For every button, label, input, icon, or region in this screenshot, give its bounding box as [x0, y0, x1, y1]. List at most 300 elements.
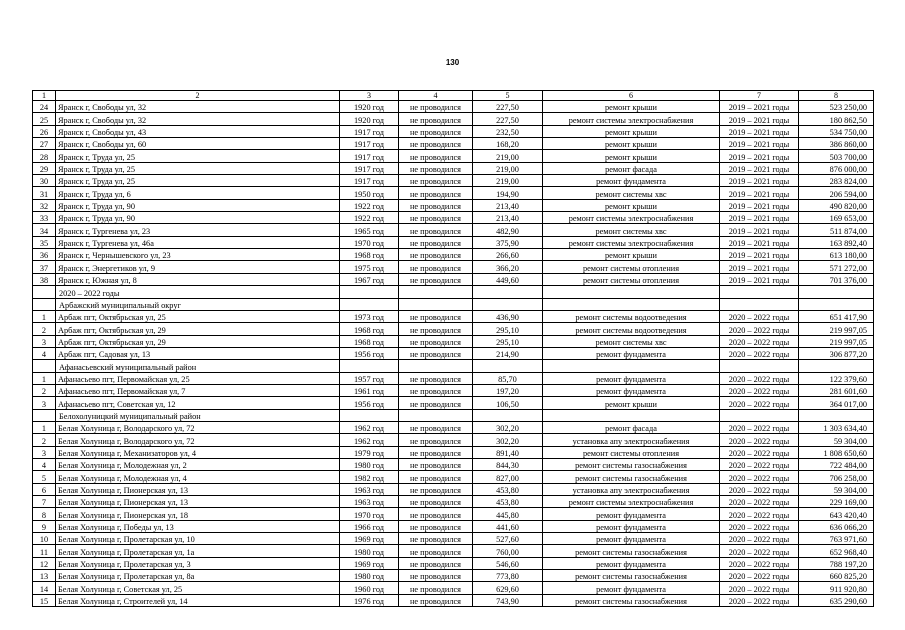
row-number: 38 — [33, 273, 56, 285]
cost-cell: 1 303 634,40 — [799, 421, 874, 433]
group-row — [33, 360, 874, 372]
work-type-cell: ремонт фундамента — [543, 372, 720, 384]
status-cell: не проводился — [399, 372, 473, 384]
status-cell: не проводился — [399, 347, 473, 359]
cost-cell: 163 892,40 — [799, 236, 874, 248]
year-cell: 1950 год — [340, 187, 399, 199]
period-cell: 2020 – 2022 годы — [720, 582, 799, 594]
work-type-cell: установка апу электроснабжения — [543, 434, 720, 446]
area-cell: 295,10 — [473, 323, 543, 335]
area-cell: 441,60 — [473, 520, 543, 532]
area-cell: 891,40 — [473, 446, 543, 458]
period-cell: 2020 – 2022 годы — [720, 384, 799, 396]
row-number: 32 — [33, 199, 56, 211]
year-cell: 1956 год — [340, 397, 399, 409]
cost-cell: 503 700,00 — [799, 150, 874, 162]
table-row — [33, 323, 874, 335]
address-cell: Яранск г, Тургенева ул, 23 — [56, 224, 340, 236]
period-cell: 2019 – 2021 годы — [720, 261, 799, 273]
empty-cell — [33, 360, 56, 372]
period-cell: 2019 – 2021 годы — [720, 101, 799, 113]
address-cell: Белая Холуница г, Пролетарская ул, 10 — [56, 533, 340, 545]
row-number: 7 — [33, 496, 56, 508]
cost-cell: 635 290,60 — [799, 594, 874, 606]
year-cell: 1968 год — [340, 323, 399, 335]
year-cell: 1973 год — [340, 310, 399, 322]
period-cell: 2019 – 2021 годы — [720, 212, 799, 224]
area-cell: 213,40 — [473, 199, 543, 211]
period-cell: 2020 – 2022 годы — [720, 496, 799, 508]
period-cell: 2020 – 2022 годы — [720, 458, 799, 470]
work-type-cell: ремонт фундамента — [543, 582, 720, 594]
year-cell: 1960 год — [340, 582, 399, 594]
period-cell: 2019 – 2021 годы — [720, 125, 799, 137]
status-cell: не проводился — [399, 533, 473, 545]
status-cell: не проводился — [399, 446, 473, 458]
row-number: 27 — [33, 138, 56, 150]
address-cell: Яранск г, Свободы ул, 60 — [56, 138, 340, 150]
group-label: Арбажский муниципальный округ — [56, 298, 340, 310]
address-cell: Яранск г, Труда ул, 6 — [56, 187, 340, 199]
row-number: 24 — [33, 101, 56, 113]
period-cell: 2020 – 2022 годы — [720, 434, 799, 446]
year-cell: 1963 год — [340, 496, 399, 508]
table-row — [33, 397, 874, 409]
year-cell: 1917 год — [340, 138, 399, 150]
year-cell: 1920 год — [340, 113, 399, 125]
work-type-cell: ремонт системы отопления — [543, 273, 720, 285]
empty-cell — [473, 409, 543, 421]
status-cell: не проводился — [399, 138, 473, 150]
row-number: 8 — [33, 508, 56, 520]
area-cell: 760,00 — [473, 545, 543, 557]
address-cell: Яранск г, Свободы ул, 32 — [56, 101, 340, 113]
work-type-cell: ремонт системы электроснабжения — [543, 236, 720, 248]
table-row — [33, 101, 874, 113]
cost-cell: 59 304,00 — [799, 483, 874, 495]
area-cell: 197,20 — [473, 384, 543, 396]
group-label: Афанасьевский муниципальный район — [56, 360, 340, 372]
year-cell: 1970 год — [340, 508, 399, 520]
area-cell: 106,50 — [473, 397, 543, 409]
work-type-cell: ремонт фундамента — [543, 508, 720, 520]
area-cell: 453,80 — [473, 496, 543, 508]
empty-cell — [473, 360, 543, 372]
table-row — [33, 533, 874, 545]
table-row — [33, 594, 874, 606]
empty-cell — [340, 409, 399, 421]
column-header: 4 — [399, 91, 473, 101]
area-cell: 449,60 — [473, 273, 543, 285]
column-header: 3 — [340, 91, 399, 101]
work-type-cell: ремонт фундамента — [543, 520, 720, 532]
address-cell: Белая Холуница г, Механизаторов ул, 4 — [56, 446, 340, 458]
address-cell: Белая Холуница г, Пролетарская ул, 1а — [56, 545, 340, 557]
work-type-cell: ремонт системы отопления — [543, 446, 720, 458]
address-cell: Белая Холуница г, Пролетарская ул, 8а — [56, 570, 340, 582]
period-cell: 2020 – 2022 годы — [720, 594, 799, 606]
area-cell: 375,90 — [473, 236, 543, 248]
cost-cell: 534 750,00 — [799, 125, 874, 137]
work-type-cell: ремонт системы водоотведения — [543, 323, 720, 335]
year-cell: 1968 год — [340, 249, 399, 261]
cost-cell: 651 417,90 — [799, 310, 874, 322]
work-type-cell: ремонт системы хвс — [543, 224, 720, 236]
row-number: 29 — [33, 162, 56, 174]
work-type-cell: ремонт системы электроснабжения — [543, 113, 720, 125]
year-cell: 1920 год — [340, 101, 399, 113]
table-row — [33, 421, 874, 433]
table-row — [33, 458, 874, 470]
empty-cell — [399, 409, 473, 421]
status-cell: не проводился — [399, 249, 473, 261]
address-cell: Белая Холуница г, Строителей ул, 14 — [56, 594, 340, 606]
cost-cell: 169 653,00 — [799, 212, 874, 224]
table-row — [33, 261, 874, 273]
period-cell: 2019 – 2021 годы — [720, 224, 799, 236]
column-header-row — [33, 91, 874, 101]
group-label: Белохолуницкий муниципальный район — [56, 409, 340, 421]
year-cell: 1961 год — [340, 384, 399, 396]
table-row — [33, 199, 874, 211]
row-number: 13 — [33, 570, 56, 582]
year-cell: 1980 год — [340, 458, 399, 470]
cost-cell: 1 808 650,60 — [799, 446, 874, 458]
status-cell: не проводился — [399, 557, 473, 569]
status-cell: не проводился — [399, 458, 473, 470]
row-number: 31 — [33, 187, 56, 199]
status-cell: не проводился — [399, 273, 473, 285]
work-type-cell: ремонт крыши — [543, 125, 720, 137]
column-header: 5 — [473, 91, 543, 101]
group-row — [33, 409, 874, 421]
table-row — [33, 273, 874, 285]
address-cell: Белая Холуница г, Молодежная ул, 4 — [56, 471, 340, 483]
row-number: 11 — [33, 545, 56, 557]
row-number: 2 — [33, 434, 56, 446]
table-row — [33, 212, 874, 224]
year-cell: 1969 год — [340, 533, 399, 545]
address-cell: Яранск г, Свободы ул, 43 — [56, 125, 340, 137]
cost-cell: 283 824,00 — [799, 175, 874, 187]
period-cell: 2019 – 2021 годы — [720, 249, 799, 261]
area-cell: 295,10 — [473, 335, 543, 347]
status-cell: не проводился — [399, 582, 473, 594]
area-cell: 214,90 — [473, 347, 543, 359]
row-number: 1 — [33, 310, 56, 322]
table-row — [33, 471, 874, 483]
row-number: 36 — [33, 249, 56, 261]
empty-cell — [543, 298, 720, 310]
row-number: 5 — [33, 471, 56, 483]
area-cell: 219,00 — [473, 150, 543, 162]
row-number: 3 — [33, 446, 56, 458]
status-cell: не проводился — [399, 471, 473, 483]
cost-cell: 660 825,20 — [799, 570, 874, 582]
empty-cell — [720, 360, 799, 372]
period-cell: 2020 – 2022 годы — [720, 372, 799, 384]
status-cell: не проводился — [399, 508, 473, 520]
address-cell: Яранск г, Тургенева ул, 46а — [56, 236, 340, 248]
area-cell: 219,00 — [473, 175, 543, 187]
empty-cell — [720, 298, 799, 310]
status-cell: не проводился — [399, 397, 473, 409]
table-row — [33, 150, 874, 162]
work-type-cell: ремонт системы газоснабжения — [543, 458, 720, 470]
work-type-cell: ремонт крыши — [543, 199, 720, 211]
cost-cell: 490 820,00 — [799, 199, 874, 211]
cost-cell: 636 066,20 — [799, 520, 874, 532]
period-cell: 2019 – 2021 годы — [720, 113, 799, 125]
row-number: 14 — [33, 582, 56, 594]
column-header: 8 — [799, 91, 874, 101]
empty-cell — [799, 298, 874, 310]
page-number: 130 — [445, 58, 460, 67]
status-cell: не проводился — [399, 162, 473, 174]
table-row — [33, 113, 874, 125]
cost-cell: 763 971,60 — [799, 533, 874, 545]
cost-cell: 523 250,00 — [799, 101, 874, 113]
table-row — [33, 125, 874, 137]
period-cell: 2020 – 2022 годы — [720, 557, 799, 569]
year-cell: 1922 год — [340, 212, 399, 224]
empty-cell — [399, 360, 473, 372]
table-row — [33, 138, 874, 150]
empty-cell — [543, 409, 720, 421]
address-cell: Яранск г, Южная ул, 8 — [56, 273, 340, 285]
empty-cell — [340, 360, 399, 372]
empty-cell — [799, 409, 874, 421]
table-row — [33, 545, 874, 557]
address-cell: Афанасьево пгт, Советская ул, 12 — [56, 397, 340, 409]
year-cell: 1975 год — [340, 261, 399, 273]
work-type-cell: ремонт крыши — [543, 249, 720, 261]
cost-cell: 122 379,60 — [799, 372, 874, 384]
cost-cell: 788 197,20 — [799, 557, 874, 569]
area-cell: 366,20 — [473, 261, 543, 273]
row-number: 30 — [33, 175, 56, 187]
area-cell: 453,80 — [473, 483, 543, 495]
table-row — [33, 582, 874, 594]
period-cell: 2020 – 2022 годы — [720, 421, 799, 433]
status-cell: не проводился — [399, 545, 473, 557]
work-type-cell: ремонт крыши — [543, 397, 720, 409]
period-cell: 2019 – 2021 годы — [720, 162, 799, 174]
year-cell: 1917 год — [340, 162, 399, 174]
status-cell: не проводился — [399, 421, 473, 433]
column-header: 1 — [33, 91, 56, 101]
cost-cell: 571 272,00 — [799, 261, 874, 273]
table-row — [33, 310, 874, 322]
cost-cell: 701 376,00 — [799, 273, 874, 285]
year-cell: 1957 год — [340, 372, 399, 384]
area-cell: 227,50 — [473, 113, 543, 125]
work-type-cell: ремонт системы газоснабжения — [543, 471, 720, 483]
year-cell: 1979 год — [340, 446, 399, 458]
area-cell: 194,90 — [473, 187, 543, 199]
row-number: 6 — [33, 483, 56, 495]
cost-cell: 706 258,00 — [799, 471, 874, 483]
address-cell: Арбаж пгт, Октябрьская ул, 25 — [56, 310, 340, 322]
year-cell: 1962 год — [340, 434, 399, 446]
status-cell: не проводился — [399, 520, 473, 532]
table-row — [33, 384, 874, 396]
status-cell: не проводился — [399, 125, 473, 137]
column-header: 2 — [56, 91, 340, 101]
status-cell: не проводился — [399, 175, 473, 187]
row-number: 37 — [33, 261, 56, 273]
period-cell: 2019 – 2021 годы — [720, 199, 799, 211]
work-type-cell: ремонт фундамента — [543, 557, 720, 569]
status-cell: не проводился — [399, 236, 473, 248]
year-cell: 1917 год — [340, 175, 399, 187]
empty-cell — [543, 360, 720, 372]
empty-cell — [33, 409, 56, 421]
row-number: 4 — [33, 347, 56, 359]
work-type-cell: ремонт системы электроснабжения — [543, 496, 720, 508]
area-cell: 213,40 — [473, 212, 543, 224]
cost-cell: 219 997,05 — [799, 323, 874, 335]
cost-cell: 364 017,00 — [799, 397, 874, 409]
work-type-cell: ремонт крыши — [543, 101, 720, 113]
work-type-cell: ремонт системы электроснабжения — [543, 212, 720, 224]
status-cell: не проводился — [399, 384, 473, 396]
work-type-cell: ремонт системы отопления — [543, 261, 720, 273]
work-type-cell: ремонт крыши — [543, 150, 720, 162]
row-number: 26 — [33, 125, 56, 137]
empty-cell — [799, 360, 874, 372]
table-row — [33, 557, 874, 569]
area-cell: 482,90 — [473, 224, 543, 236]
housing-repair-table — [32, 90, 874, 607]
area-cell: 227,50 — [473, 101, 543, 113]
work-type-cell: ремонт системы газоснабжения — [543, 545, 720, 557]
status-cell: не проводился — [399, 570, 473, 582]
table-row — [33, 162, 874, 174]
table-row — [33, 483, 874, 495]
work-type-cell: установка апу электроснабжения — [543, 483, 720, 495]
address-cell: Белая Холуница г, Советская ул, 25 — [56, 582, 340, 594]
area-cell: 436,90 — [473, 310, 543, 322]
empty-cell — [340, 286, 399, 298]
cost-cell: 876 000,00 — [799, 162, 874, 174]
table-row — [33, 434, 874, 446]
work-type-cell: ремонт системы хвс — [543, 187, 720, 199]
table-row — [33, 335, 874, 347]
period-cell: 2019 – 2021 годы — [720, 273, 799, 285]
empty-cell — [799, 286, 874, 298]
row-number: 4 — [33, 458, 56, 470]
address-cell: Белая Холуница г, Володарского ул, 72 — [56, 421, 340, 433]
empty-cell — [543, 286, 720, 298]
area-cell: 219,00 — [473, 162, 543, 174]
address-cell: Яранск г, Энергетиков ул, 9 — [56, 261, 340, 273]
address-cell: Белая Холуница г, Пионерская ул, 18 — [56, 508, 340, 520]
area-cell: 168,20 — [473, 138, 543, 150]
area-cell: 302,20 — [473, 421, 543, 433]
address-cell: Яранск г, Труда ул, 25 — [56, 175, 340, 187]
address-cell: Яранск г, Труда ул, 90 — [56, 199, 340, 211]
year-cell: 1962 год — [340, 421, 399, 433]
address-cell: Яранск г, Свободы ул, 32 — [56, 113, 340, 125]
cost-cell: 281 601,60 — [799, 384, 874, 396]
row-number: 3 — [33, 397, 56, 409]
address-cell: Арбаж пгт, Октябрьская ул, 29 — [56, 335, 340, 347]
table-row — [33, 520, 874, 532]
row-number: 35 — [33, 236, 56, 248]
year-cell: 1967 год — [340, 273, 399, 285]
cost-cell: 219 997,05 — [799, 335, 874, 347]
year-cell: 1982 год — [340, 471, 399, 483]
table-row — [33, 508, 874, 520]
area-cell: 546,60 — [473, 557, 543, 569]
row-number: 1 — [33, 421, 56, 433]
row-number: 33 — [33, 212, 56, 224]
year-cell: 1966 год — [340, 520, 399, 532]
area-cell: 743,90 — [473, 594, 543, 606]
work-type-cell: ремонт системы хвс — [543, 335, 720, 347]
status-cell: не проводился — [399, 483, 473, 495]
period-cell: 2019 – 2021 годы — [720, 187, 799, 199]
cost-cell: 511 874,00 — [799, 224, 874, 236]
status-cell: не проводился — [399, 113, 473, 125]
year-cell: 1917 год — [340, 125, 399, 137]
empty-cell — [473, 286, 543, 298]
work-type-cell: ремонт крыши — [543, 138, 720, 150]
status-cell: не проводился — [399, 261, 473, 273]
area-cell: 527,60 — [473, 533, 543, 545]
year-cell: 1917 год — [340, 150, 399, 162]
status-cell: не проводился — [399, 310, 473, 322]
year-cell: 1970 год — [340, 236, 399, 248]
address-cell: Белая Холуница г, Пионерская ул, 13 — [56, 496, 340, 508]
period-cell: 2020 – 2022 годы — [720, 335, 799, 347]
year-cell: 1976 год — [340, 594, 399, 606]
period-cell: 2019 – 2021 годы — [720, 175, 799, 187]
row-number: 9 — [33, 520, 56, 532]
empty-cell — [340, 298, 399, 310]
row-number: 3 — [33, 335, 56, 347]
year-cell: 1968 год — [340, 335, 399, 347]
cost-cell: 306 877,20 — [799, 347, 874, 359]
period-cell: 2020 – 2022 годы — [720, 533, 799, 545]
address-cell: Афанасьево пгт, Первомайская ул, 25 — [56, 372, 340, 384]
work-type-cell: ремонт фундамента — [543, 175, 720, 187]
period-cell: 2020 – 2022 годы — [720, 483, 799, 495]
work-type-cell: ремонт фасада — [543, 162, 720, 174]
address-cell: Белая Холуница г, Пролетарская ул, 3 — [56, 557, 340, 569]
period-cell: 2020 – 2022 годы — [720, 323, 799, 335]
area-cell: 773,80 — [473, 570, 543, 582]
column-header: 7 — [720, 91, 799, 101]
status-cell: не проводился — [399, 199, 473, 211]
work-type-cell: ремонт системы водоотведения — [543, 310, 720, 322]
year-cell: 1980 год — [340, 570, 399, 582]
area-cell: 844,30 — [473, 458, 543, 470]
group-row — [33, 298, 874, 310]
status-cell: не проводился — [399, 101, 473, 113]
status-cell: не проводился — [399, 323, 473, 335]
address-cell: Белая Холуница г, Победы ул, 13 — [56, 520, 340, 532]
empty-cell — [33, 298, 56, 310]
cost-cell: 613 180,00 — [799, 249, 874, 261]
area-cell: 85,70 — [473, 372, 543, 384]
empty-cell — [399, 298, 473, 310]
area-cell: 302,20 — [473, 434, 543, 446]
group-row — [33, 286, 874, 298]
year-cell: 1969 год — [340, 557, 399, 569]
period-cell: 2019 – 2021 годы — [720, 138, 799, 150]
